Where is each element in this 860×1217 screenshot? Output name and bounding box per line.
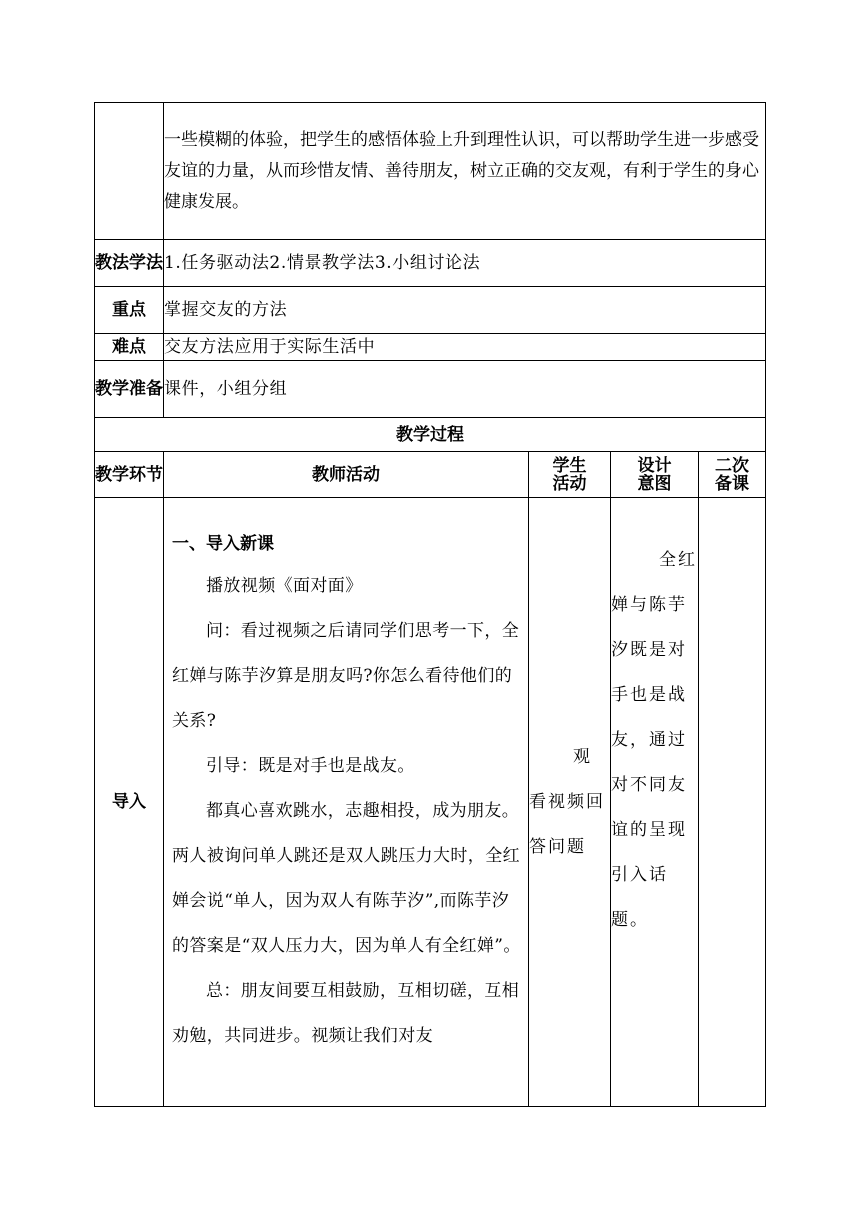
teacher-activity-cell xyxy=(164,498,529,1107)
teacher-paragraph: 引导：既是对手也是战友。 xyxy=(206,756,415,776)
difficulty-label: 难点 xyxy=(95,334,164,361)
key-point-label: 重点 xyxy=(95,287,164,334)
preparation-value: 课件，小组分组 xyxy=(164,361,766,418)
teacher-paragraph: 问：看过视频之后请同学们思考一下，全红婵与陈芋汐算是朋友吗?你怎么看待他们的关系? xyxy=(172,621,520,731)
header-design: 设计意图 xyxy=(611,452,699,498)
second-prep-cell xyxy=(699,498,766,1107)
design-intent: 全红婵与陈芋汐既是对手也是战友，通过对不同友谊的呈现引入话题。 xyxy=(611,498,699,1107)
key-point-value: 掌握交友的方法 xyxy=(164,287,766,334)
methods-label: 教法学法 xyxy=(95,240,164,287)
methods-value: 1.任务驱动法2.情景教学法3.小组讨论法 xyxy=(164,240,766,287)
process-title: 教学过程 xyxy=(95,418,766,452)
preparation-label: 教学准备 xyxy=(95,361,164,418)
student-activity: 观看视频回答问题 xyxy=(529,498,611,1107)
intro-text: 一些模糊的体验，把学生的感悟体验上升到理性认识，可以帮助学生进一步感受友谊的力量，从而珍惜友情、善待朋友，树立正确的交友观，有利于学生的身心健康发展。 xyxy=(164,103,766,240)
difficulty-value: 交友方法应用于实际生活中 xyxy=(164,334,766,361)
intro-row xyxy=(95,103,766,240)
preparation-row xyxy=(95,361,766,418)
section-title: 一、导入新课 xyxy=(172,534,274,554)
header-second: 二次备课 xyxy=(699,452,766,498)
methods-row xyxy=(95,240,766,287)
intro-label-cell xyxy=(95,103,164,240)
stage-name: 导入 xyxy=(95,498,164,1107)
intro-stage-row xyxy=(95,498,766,1107)
process-title-row xyxy=(95,418,766,452)
header-stage: 教学环节 xyxy=(95,452,164,498)
lesson-plan-table xyxy=(94,102,766,1107)
teacher-paragraph: 总：朋友间要互相鼓励，互相切磋，互相劝勉，共同进步。视频让我们对友 xyxy=(172,981,520,1046)
key-point-row xyxy=(95,287,766,334)
header-row xyxy=(95,452,766,498)
teacher-paragraph: 都真心喜欢跳水，志趣相投，成为朋友。两人被询问单人跳还是双人跳压力大时，全红婵会说“单人，因为双人有陈芋汐”,而陈芋汐的答案是“双人压力大，因为单人有全红婵”。 xyxy=(172,801,521,956)
header-student: 学生活动 xyxy=(529,452,611,498)
header-teacher: 教师活动 xyxy=(164,452,529,498)
difficulty-row xyxy=(95,334,766,361)
teacher-paragraph: 播放视频《面对面》 xyxy=(206,576,363,596)
